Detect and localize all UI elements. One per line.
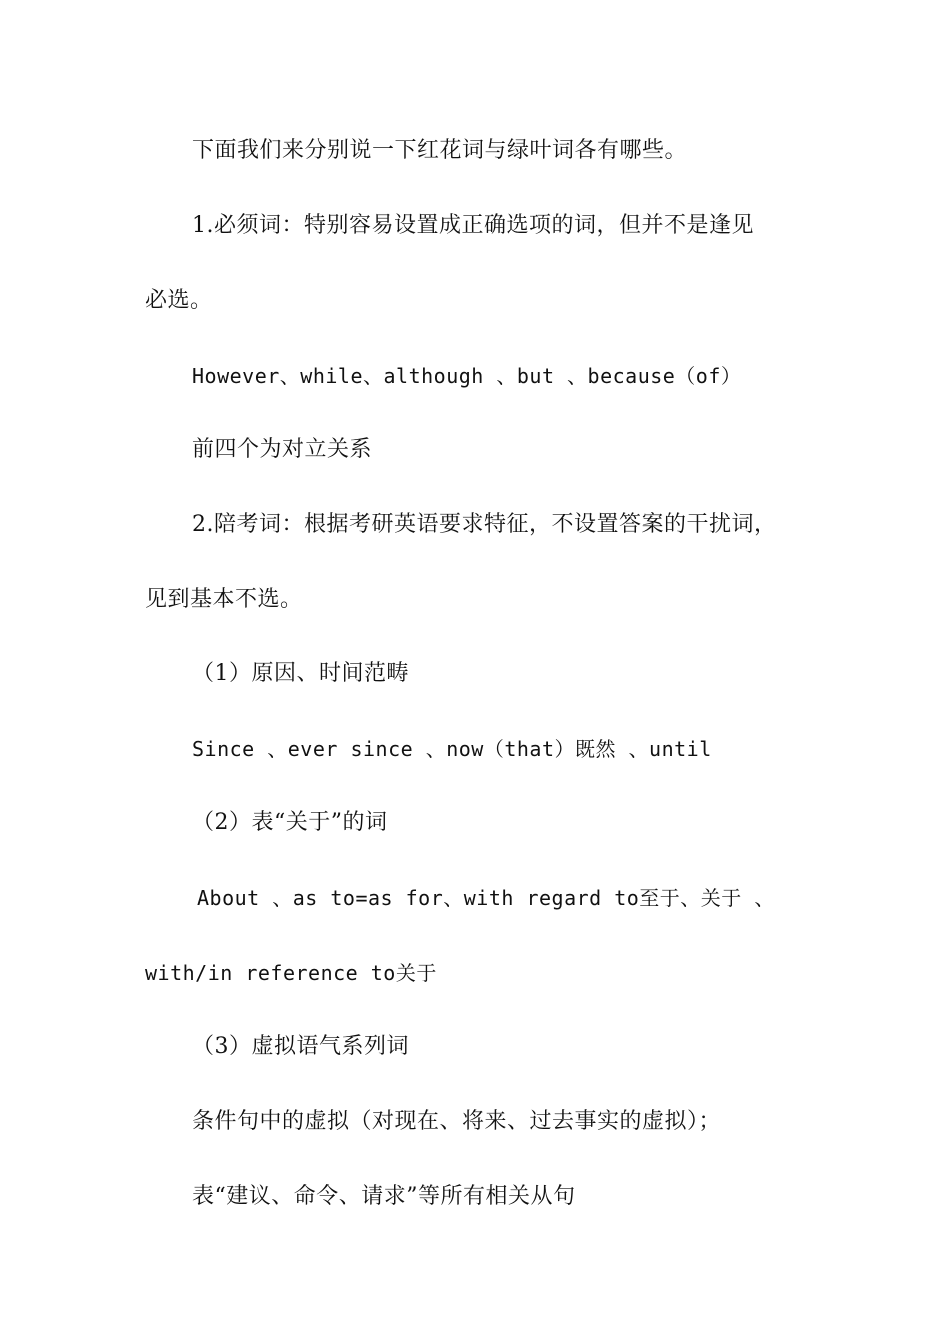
- subsection-3-heading: （3）虚拟语气系列词: [192, 1034, 409, 1059]
- section-1-heading: 1.必须词：特别容易设置成正确选项的词，但并不是逢见: [192, 213, 754, 238]
- about-words: About 、as to=as for、with regard to至于、关于 、: [197, 886, 775, 910]
- required-words-list: However、while、although 、but 、because（of）: [192, 364, 742, 388]
- contrast-note: 前四个为对立关系: [192, 437, 373, 462]
- cause-time-words: Since 、ever since 、now（that）既然 、until: [192, 737, 712, 761]
- subsection-1-heading: （1）原因、时间范畴: [192, 661, 409, 686]
- intro-line: 下面我们来分别说一下红花词与绿叶词各有哪些。: [192, 138, 688, 163]
- subsection-2-heading: （2）表“关于”的词: [192, 810, 388, 835]
- section-1-heading-cont: 必选。: [145, 288, 213, 313]
- section-2-heading-cont: 见到基本不选。: [145, 587, 303, 612]
- about-words-cont: with/in reference to关于: [145, 961, 437, 985]
- subjunctive-condition: 条件句中的虚拟（对现在、将来、过去事实的虚拟）；: [192, 1109, 722, 1134]
- subjunctive-clause: 表“建议、命令、请求”等所有相关从句: [192, 1184, 576, 1209]
- section-2-heading: 2.陪考词：根据考研英语要求特征，不设置答案的干扰词，: [192, 512, 777, 537]
